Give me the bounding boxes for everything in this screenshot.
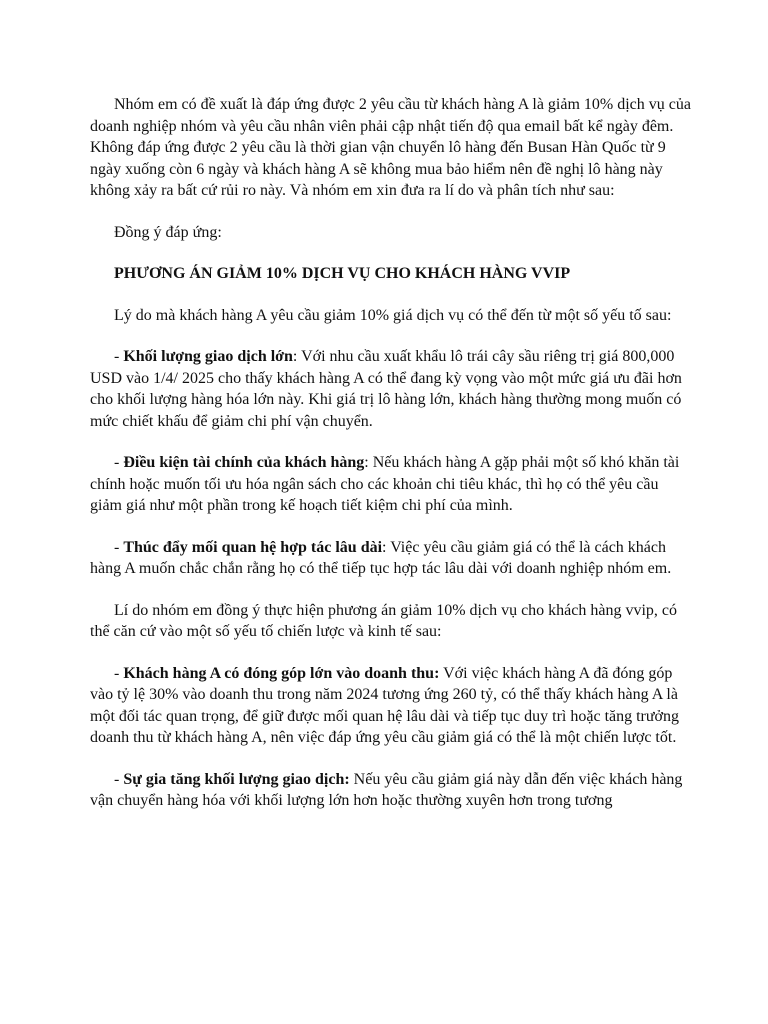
- bullet-paragraph: [90, 452, 692, 517]
- intro-paragraph: Nhóm em có đề xuất là đáp ứng được 2 yêu cầu từ khách hàng A là giảm 10% dịch vụ của doanh nghiệp nhóm và yêu cầu nhân viên phải cập nhật tiến độ qua email bất kể ngày đêm. Không đáp ứng được 2 yêu cầu là thời gian vận chuyển lô hàng đến Busan Hàn Quốc từ 9 ngày xuống còn 6 ngày và khách hàng A sẽ không mua bảo hiểm nên đề nghị lô hàng này không xảy ra bất cứ rủi ro này. Và nhóm em xin đưa ra lí do và phân tích như sau:: [90, 96, 691, 199]
- bullet-paragraph: [90, 769, 692, 812]
- bullet-text: Với việc khách hàng A đã đóng góp vào tỷ lệ 30% vào doanh thu trong năm 2024 tương ứng 260 tỷ, có thể thấy khách hàng A là một đối tác quan trọng, để giữ được mối quan hệ lâu dài và tiếp tục duy trì hoặc tăng trưởng doanh thu từ khách hàng A, nên việc đáp ứng yêu cầu giảm giá có thể là một chiến lược tốt.: [90, 664, 680, 746]
- section-heading: PHƯƠNG ÁN GIẢM 10% DỊCH VỤ CHO KHÁCH HÀNG VVIP: [114, 265, 571, 282]
- bullet-paragraph: [90, 537, 692, 580]
- document-body: [90, 94, 692, 832]
- bullet-prefix: -: [114, 454, 124, 471]
- bullet-title: Sự gia tăng khối lượng giao dịch:: [123, 770, 350, 788]
- reason-intro-paragraph: Lý do mà khách hàng A yêu cầu giảm 10% giá dịch vụ có thể đến từ một số yếu tố sau:: [114, 306, 672, 324]
- bullet-paragraph: [90, 663, 692, 749]
- bullet-paragraph: [90, 346, 692, 432]
- bullet-prefix: -: [114, 348, 124, 365]
- agree-label: Đồng ý đáp ứng:: [114, 223, 222, 241]
- bullet-prefix: -: [114, 664, 124, 682]
- bullet-text: : Nếu khách hàng A gặp phải một số khó khăn tài chính hoặc muốn tối ưu hóa ngân sách cho các khoản chi tiêu khác, thì họ có thể yêu cầu giảm giá như một phần trong kế hoạch tiết kiệm chi phí của mình.: [90, 454, 680, 514]
- bullet-title: Điều kiện tài chính của khách hàng: [123, 454, 365, 471]
- bullet-title: Khối lượng giao dịch lớn: [123, 348, 293, 365]
- strategy-intro-paragraph: Lí do nhóm em đồng ý thực hiện phương án giảm 10% dịch vụ cho khách hàng vvip, có thể căn cứ vào một số yếu tố chiến lược và kinh tế sau:: [90, 601, 678, 640]
- bullet-prefix: -: [114, 770, 124, 788]
- bullet-text: : Với nhu cầu xuất khẩu lô trái cây sầu riêng trị giá 800,000 USD vào 1/4/ 2025 cho thấy khách hàng A có thể đang kỳ vọng vào một mức giá ưu đãi hơn cho khối lượng hàng hóa lớn này. Khi giá trị lô hàng lớn, khách hàng thường mong muốn có mức chiết khấu để giảm chi phí vận chuyển.: [90, 348, 682, 430]
- bullet-prefix: -: [114, 538, 124, 556]
- bullet-title: Khách hàng A có đóng góp lớn vào doanh thu:: [123, 664, 440, 682]
- bullet-text: Nếu yêu cầu giảm giá này dẫn đến việc khách hàng vận chuyển hàng hóa với khối lượng lớn hơn hoặc thường xuyên hơn trong tương: [90, 770, 683, 809]
- bullet-title: Thúc đẩy mối quan hệ hợp tác lâu dài: [123, 538, 383, 556]
- bullet-text: : Việc yêu cầu giảm giá có thể là cách khách hàng A muốn chắc chắn rằng họ có thể tiếp tục hợp tác lâu dài với doanh nghiệp nhóm em.: [90, 538, 672, 577]
